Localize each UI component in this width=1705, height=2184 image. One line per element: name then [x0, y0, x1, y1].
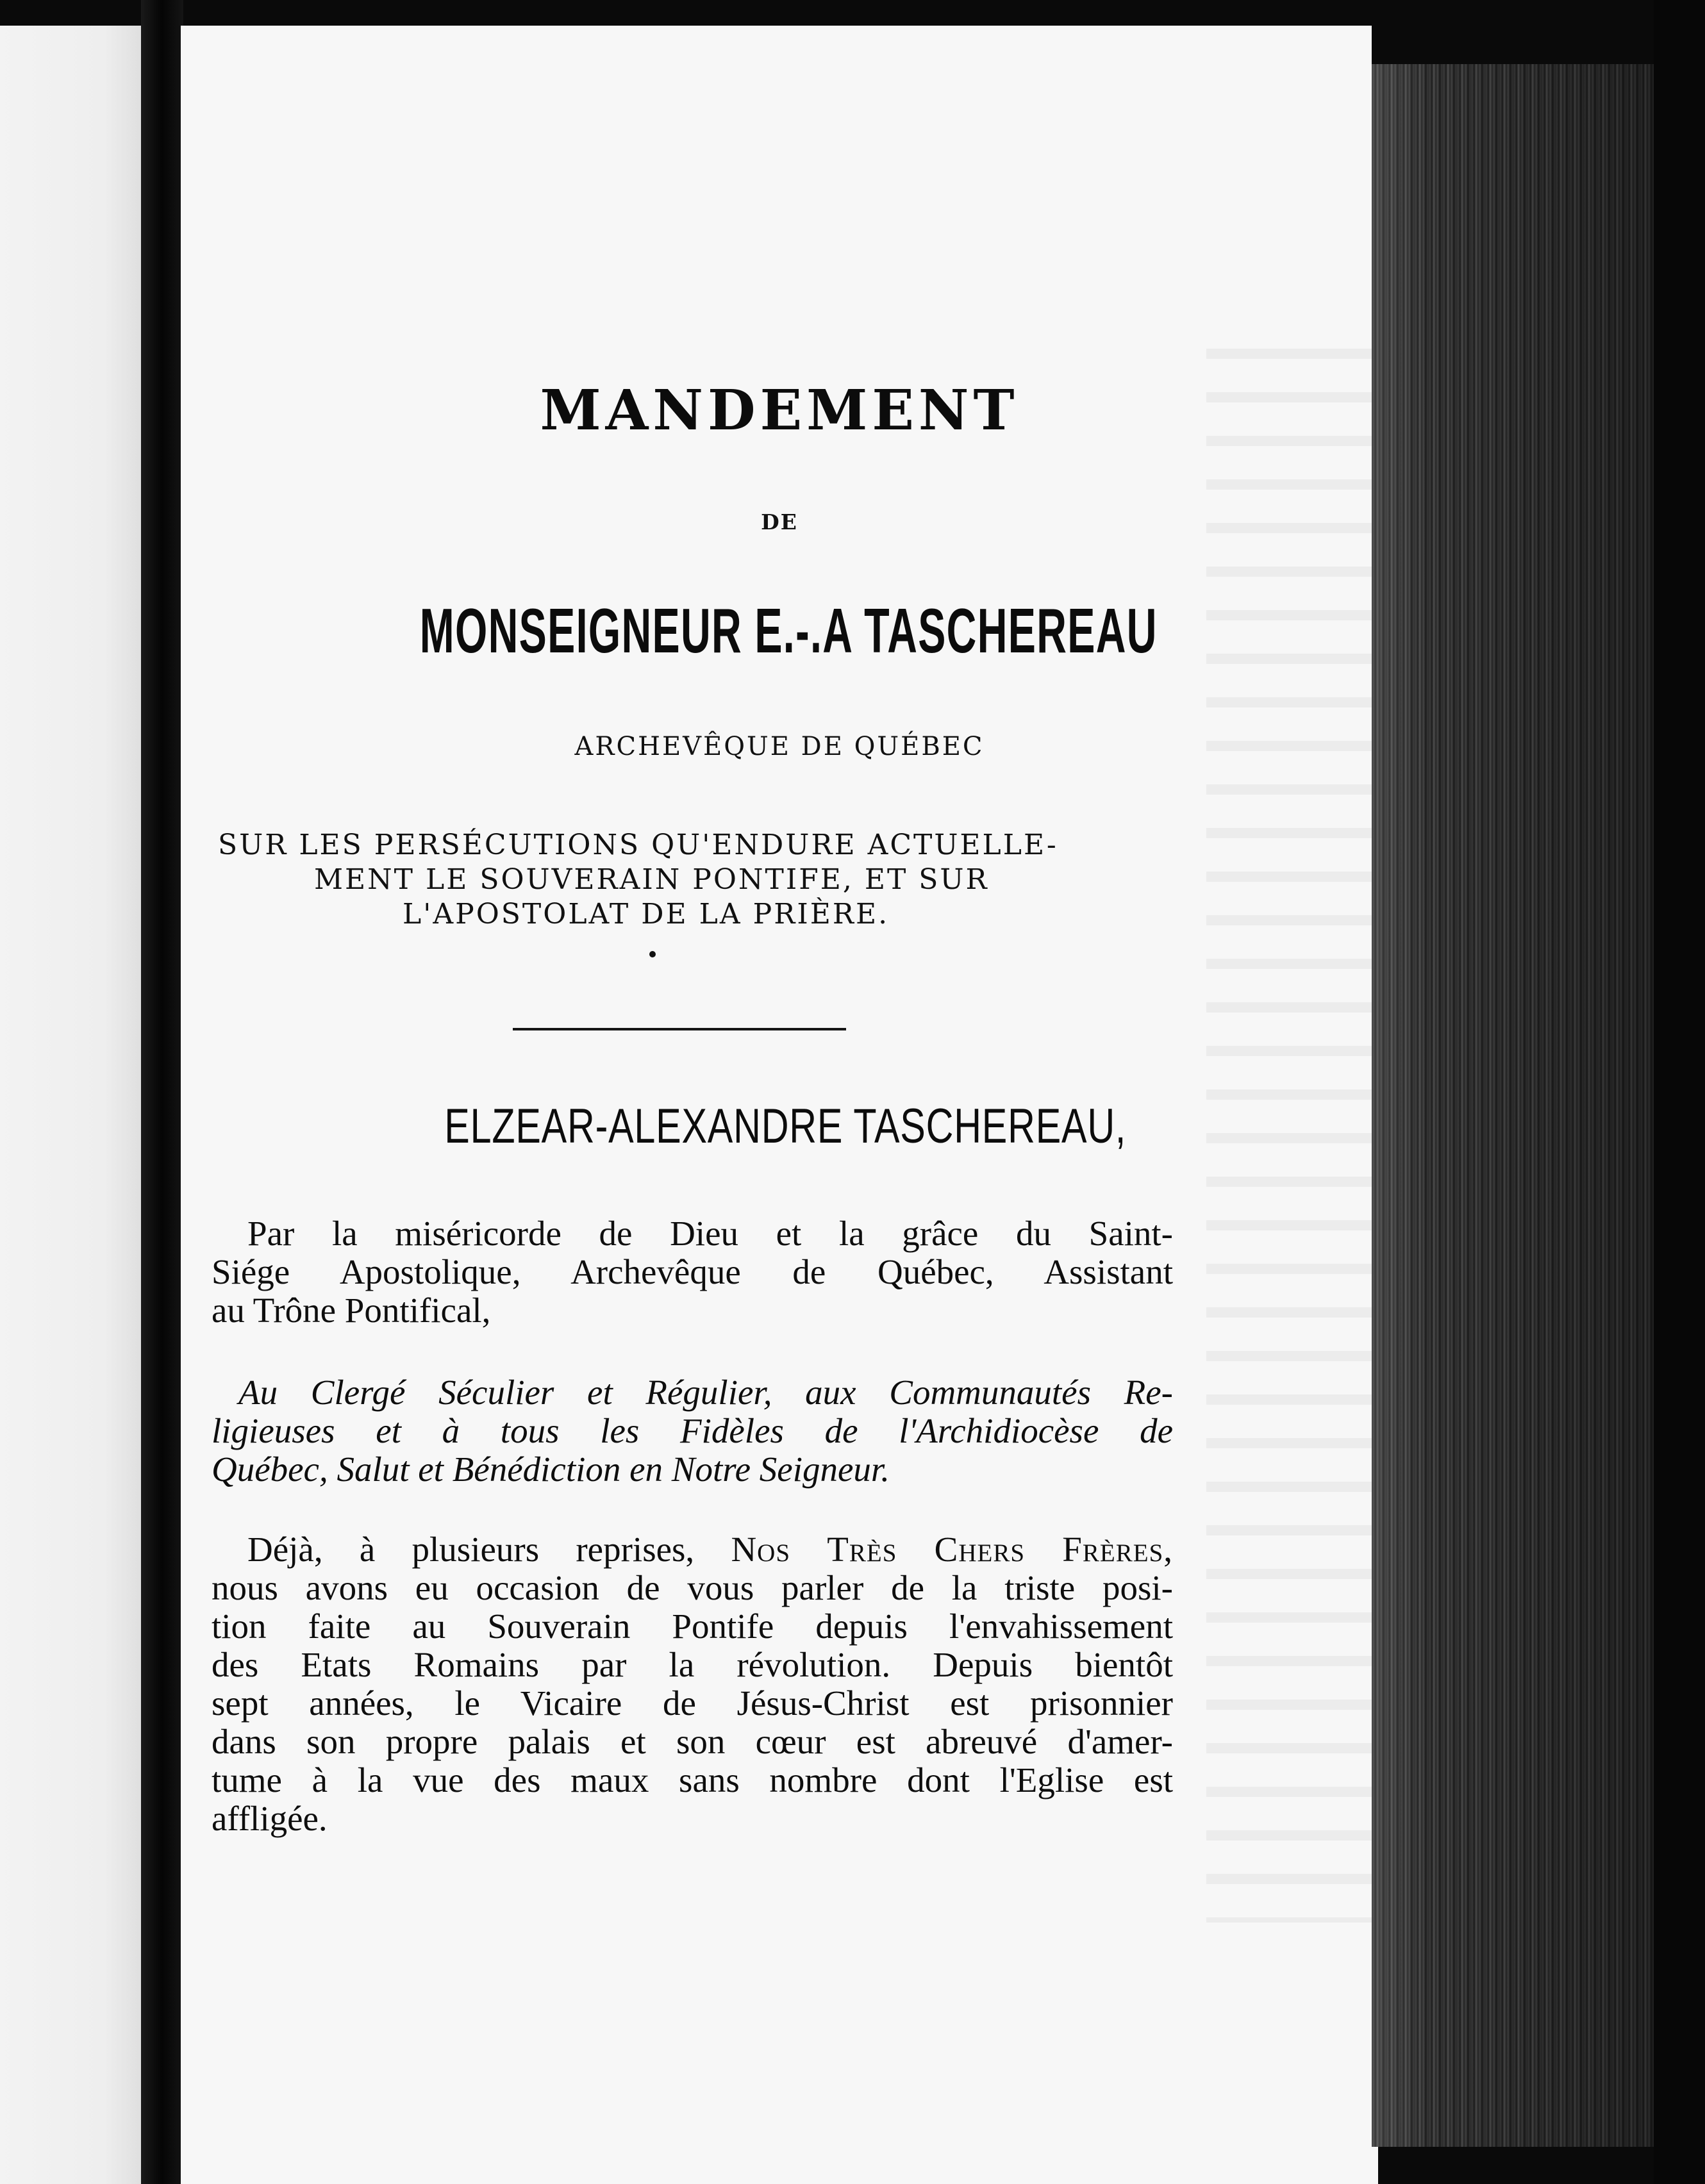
- right-background: [1654, 0, 1705, 2184]
- address-formula: Nos Très Chers Frères,: [731, 1530, 1174, 1569]
- body-line: dans son propre palais et son cœur est abreuvé d'amer-: [212, 1722, 1173, 1761]
- salutation-line: ligieuses et à tous les Fidèles de l'Archidiocèse de: [212, 1411, 1173, 1450]
- salutation-line: Au Clergé Séculier et Régulier, aux Communautés Re-: [238, 1373, 1173, 1412]
- bishop-name-heading: MONSEIGNEUR E.-.A TASCHEREAU: [419, 595, 1158, 666]
- salutation: [212, 1373, 1173, 1489]
- body-paragraph: [212, 1530, 1173, 1838]
- book-gutter: [141, 0, 183, 2184]
- salutation-line: Québec, Salut et Bénédiction en Notre Seigneur.: [212, 1450, 890, 1489]
- subject-line: SUR LES PERSÉCUTIONS QU'ENDURE ACTUELLE-: [218, 829, 1058, 861]
- titles-line: Par la miséricorde de Dieu et la grâce du Saint-: [247, 1214, 1173, 1253]
- body-line: tume à la vue des maux sans nombre dont l'Eglise est: [212, 1760, 1173, 1799]
- document-title: MANDEMENT: [540, 378, 1019, 443]
- body-line: des Etats Romains par la révolution. Depuis bientôt: [212, 1645, 1173, 1684]
- body-line: [212, 1530, 1173, 1569]
- body-line: nous avons eu occasion de vous parler de la triste posi-: [212, 1568, 1173, 1607]
- subject-line: L'APOSTOLAT DE LA PRIÈRE.: [403, 898, 890, 931]
- body-line: affligée.: [212, 1799, 328, 1838]
- page-edges-shading: [1372, 32, 1654, 2147]
- title-connector: DE: [761, 509, 798, 534]
- subject-line: MENT LE SOUVERAIN PONTIFE, ET SUR: [314, 863, 989, 896]
- archbishop-full-name: ELZEAR-ALEXANDRE TASCHEREAU,: [444, 1099, 1127, 1154]
- section-divider: [513, 1028, 846, 1030]
- body-text: Déjà, à plusieurs reprises,: [247, 1530, 731, 1569]
- body-line: tion faite au Souverain Pontife depuis l'envahissement: [212, 1607, 1173, 1646]
- bishop-rank: ARCHEVÊQUE DE QUÉBEC: [574, 732, 985, 761]
- archbishop-titles: [212, 1214, 1173, 1330]
- body-line: sept années, le Vicaire de Jésus-Christ est prisonnier: [212, 1684, 1173, 1723]
- left-facing-page: [0, 26, 149, 2184]
- titles-line: Siége Apostolique, Archevêque de Québec, Assistant: [212, 1252, 1173, 1291]
- titles-line: au Trône Pontifical,: [212, 1291, 491, 1330]
- mandement-subject: [218, 828, 1199, 932]
- ornament-dot: [649, 951, 656, 957]
